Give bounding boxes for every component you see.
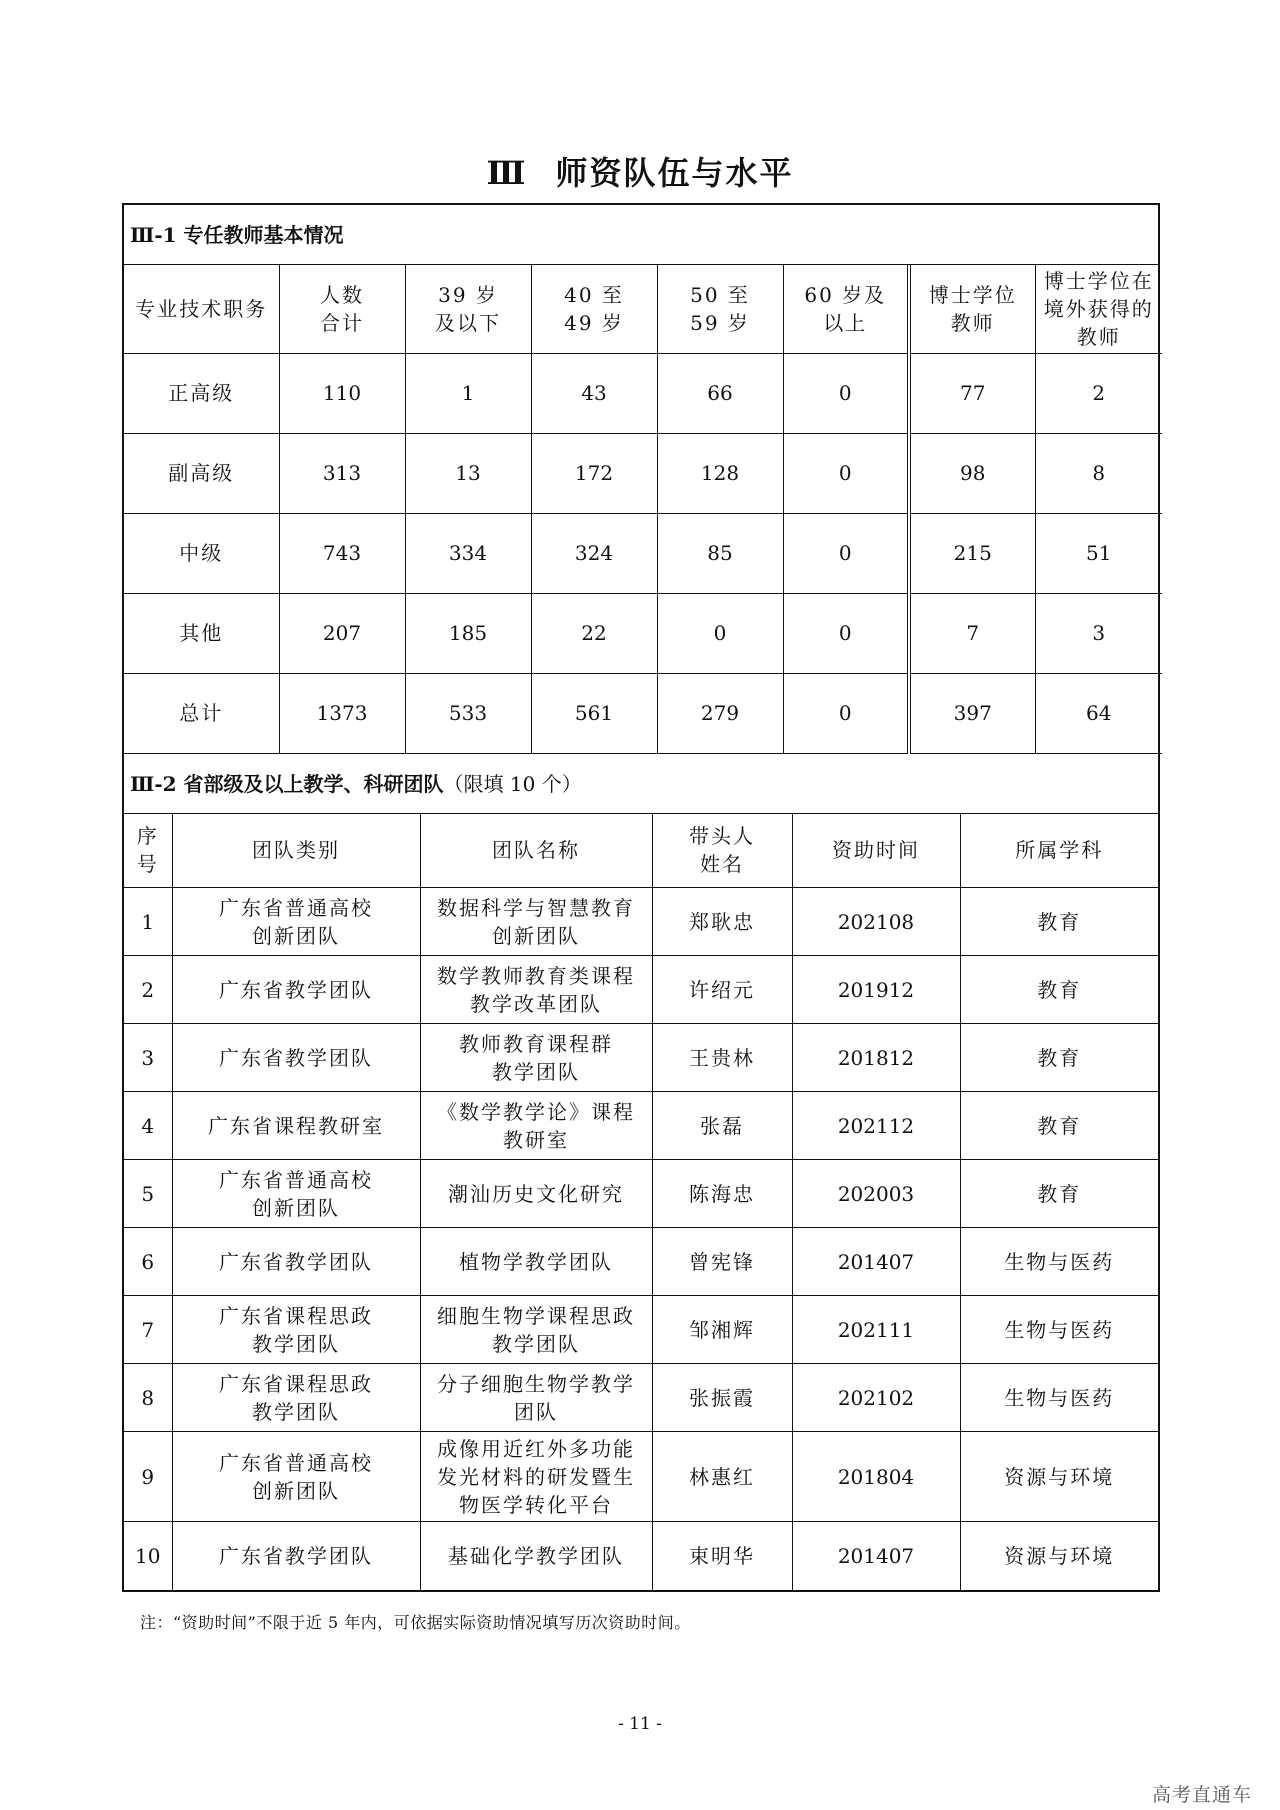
team-subject: 教育 [960, 1092, 1158, 1160]
team-name: 成像用近红外多功能 发光材料的研发暨生 物医学转化平台 [420, 1432, 652, 1522]
team-category: 广东省教学团队 [172, 1024, 420, 1092]
table-cell: 43 [531, 353, 657, 433]
team-leader: 郑耿忠 [652, 888, 792, 956]
table-row [124, 1522, 1158, 1590]
team-name: 细胞生物学课程思政 教学团队 [420, 1296, 652, 1364]
funding-time: 201812 [792, 1024, 960, 1092]
table-cell: 98 [909, 433, 1035, 513]
table-row [124, 956, 1158, 1024]
table-row [124, 1228, 1158, 1296]
column-header: 专业技术职务 [124, 265, 279, 353]
team-name: 数据科学与智慧教育 创新团队 [420, 888, 652, 956]
team-subject: 教育 [960, 956, 1158, 1024]
funding-time: 202108 [792, 888, 960, 956]
table-row-total [124, 673, 1162, 753]
team-subject: 教育 [960, 1160, 1158, 1228]
team-subject: 生物与医药 [960, 1228, 1158, 1296]
team-category: 广东省课程思政 教学团队 [172, 1296, 420, 1364]
section2-heading [124, 754, 1158, 814]
table-row [124, 888, 1158, 956]
title-text: 师资队伍与水平 [555, 154, 794, 192]
table-row [124, 1296, 1158, 1364]
team-number: 6 [124, 1228, 172, 1296]
table-cell: 66 [657, 353, 783, 433]
row-label: 总计 [124, 673, 279, 753]
team-subject: 生物与医药 [960, 1296, 1158, 1364]
table-cell: 0 [783, 433, 909, 513]
column-header: 所属学科 [960, 814, 1158, 888]
team-name: 《数学教学论》课程 教研室 [420, 1092, 652, 1160]
column-header: 博士学位在 境外获得的 教师 [1035, 265, 1162, 353]
column-header: 带头人 姓名 [652, 814, 792, 888]
column-header: 团队名称 [420, 814, 652, 888]
funding-time: 202111 [792, 1296, 960, 1364]
column-header: 人数 合计 [279, 265, 405, 353]
page-number: - 11 - [618, 1714, 662, 1734]
table-row [124, 1024, 1158, 1092]
table-cell: 3 [1035, 593, 1162, 673]
table-cell: 85 [657, 513, 783, 593]
footnote: 注：“资助时间”不限于近 5 年内，可依据实际资助情况填写历次资助时间。 [140, 1613, 691, 1632]
table-cell: 334 [405, 513, 531, 593]
team-name: 教师教育课程群 教学团队 [420, 1024, 652, 1092]
team-category: 广东省教学团队 [172, 1522, 420, 1590]
team-name: 分子细胞生物学教学 团队 [420, 1364, 652, 1432]
table-cell: 1 [405, 353, 531, 433]
team-subject: 教育 [960, 1024, 1158, 1092]
team-number: 8 [124, 1364, 172, 1432]
table-cell: 313 [279, 433, 405, 513]
table-cell: 110 [279, 353, 405, 433]
table-cell: 22 [531, 593, 657, 673]
funding-time: 201912 [792, 956, 960, 1024]
table-cell: 7 [909, 593, 1035, 673]
column-header: 60 岁及 以上 [783, 265, 909, 353]
table-cell: 64 [1035, 673, 1162, 753]
table-cell: 51 [1035, 513, 1162, 593]
table-cell: 2 [1035, 353, 1162, 433]
table-row [124, 1160, 1158, 1228]
column-header: 博士学位 教师 [909, 265, 1035, 353]
report-sheet [122, 203, 1160, 1592]
table-row [124, 1092, 1158, 1160]
team-leader: 张振霞 [652, 1364, 792, 1432]
table-row [124, 1364, 1158, 1432]
row-label: 中级 [124, 513, 279, 593]
team-leader: 陈海忠 [652, 1160, 792, 1228]
table-cell: 172 [531, 433, 657, 513]
team-leader: 邹湘辉 [652, 1296, 792, 1364]
table-cell: 8 [1035, 433, 1162, 513]
team-leader: 束明华 [652, 1522, 792, 1590]
team-number: 2 [124, 956, 172, 1024]
table-cell: 324 [531, 513, 657, 593]
funding-time: 201407 [792, 1522, 960, 1590]
team-leader: 张磊 [652, 1092, 792, 1160]
team-category: 广东省课程教研室 [172, 1092, 420, 1160]
teams-table [124, 814, 1158, 1590]
funding-time: 201407 [792, 1228, 960, 1296]
column-header: 序 号 [124, 814, 172, 888]
column-header: 39 岁 及以下 [405, 265, 531, 353]
team-category: 广东省教学团队 [172, 1228, 420, 1296]
table-cell: 561 [531, 673, 657, 753]
row-label: 副高级 [124, 433, 279, 513]
section2-heading-note: （限填 10 个） [443, 771, 582, 796]
table-cell: 0 [783, 593, 909, 673]
table-cell: 743 [279, 513, 405, 593]
row-label: 其他 [124, 593, 279, 673]
teacher-stats-table [124, 265, 1162, 754]
team-leader: 曾宪锋 [652, 1228, 792, 1296]
team-number: 4 [124, 1092, 172, 1160]
table-row [124, 433, 1162, 513]
teams-header-row [124, 814, 1158, 888]
team-subject: 教育 [960, 888, 1158, 956]
table-cell: 0 [783, 673, 909, 753]
column-header: 团队类别 [172, 814, 420, 888]
table-cell: 77 [909, 353, 1035, 433]
team-name: 潮汕历史文化研究 [420, 1160, 652, 1228]
title-roman-numeral: Ⅲ [486, 154, 528, 192]
table-row [124, 1432, 1158, 1522]
table-cell: 397 [909, 673, 1035, 753]
table-row [124, 593, 1162, 673]
team-number: 9 [124, 1432, 172, 1522]
team-category: 广东省教学团队 [172, 956, 420, 1024]
table-cell: 279 [657, 673, 783, 753]
team-number: 10 [124, 1522, 172, 1590]
table-cell: 0 [783, 353, 909, 433]
team-name: 数学教师教育类课程 教学改革团队 [420, 956, 652, 1024]
table-cell: 0 [783, 513, 909, 593]
team-number: 5 [124, 1160, 172, 1228]
section2-heading-text: Ⅲ-2 省部级及以上教学、科研团队 [130, 771, 444, 796]
funding-time: 201804 [792, 1432, 960, 1522]
team-number: 7 [124, 1296, 172, 1364]
table-row [124, 513, 1162, 593]
table-cell: 13 [405, 433, 531, 513]
table-row [124, 353, 1162, 433]
section1-heading: Ⅲ-1 专任教师基本情况 [124, 205, 1158, 265]
funding-time: 202003 [792, 1160, 960, 1228]
funding-time: 202102 [792, 1364, 960, 1432]
table-cell: 207 [279, 593, 405, 673]
team-name: 植物学教学团队 [420, 1228, 652, 1296]
team-number: 3 [124, 1024, 172, 1092]
column-header: 50 至 59 岁 [657, 265, 783, 353]
watermark: 高考直通车 [1151, 1784, 1252, 1806]
row-label: 正高级 [124, 353, 279, 433]
team-leader: 王贵林 [652, 1024, 792, 1092]
teacher-stats-header-row [124, 265, 1162, 353]
team-number: 1 [124, 888, 172, 956]
table-cell: 215 [909, 513, 1035, 593]
funding-time: 202112 [792, 1092, 960, 1160]
team-name: 基础化学教学团队 [420, 1522, 652, 1590]
page-title [0, 148, 1280, 194]
table-cell: 1373 [279, 673, 405, 753]
team-subject: 资源与环境 [960, 1432, 1158, 1522]
team-leader: 许绍元 [652, 956, 792, 1024]
table-cell: 533 [405, 673, 531, 753]
team-category: 广东省课程思政 教学团队 [172, 1364, 420, 1432]
team-leader: 林惠红 [652, 1432, 792, 1522]
team-category: 广东省普通高校 创新团队 [172, 888, 420, 956]
team-subject: 生物与医药 [960, 1364, 1158, 1432]
column-header: 资助时间 [792, 814, 960, 888]
table-cell: 185 [405, 593, 531, 673]
table-cell: 0 [657, 593, 783, 673]
team-subject: 资源与环境 [960, 1522, 1158, 1590]
table-cell: 128 [657, 433, 783, 513]
team-category: 广东省普通高校 创新团队 [172, 1160, 420, 1228]
team-category: 广东省普通高校 创新团队 [172, 1432, 420, 1522]
column-header: 40 至 49 岁 [531, 265, 657, 353]
